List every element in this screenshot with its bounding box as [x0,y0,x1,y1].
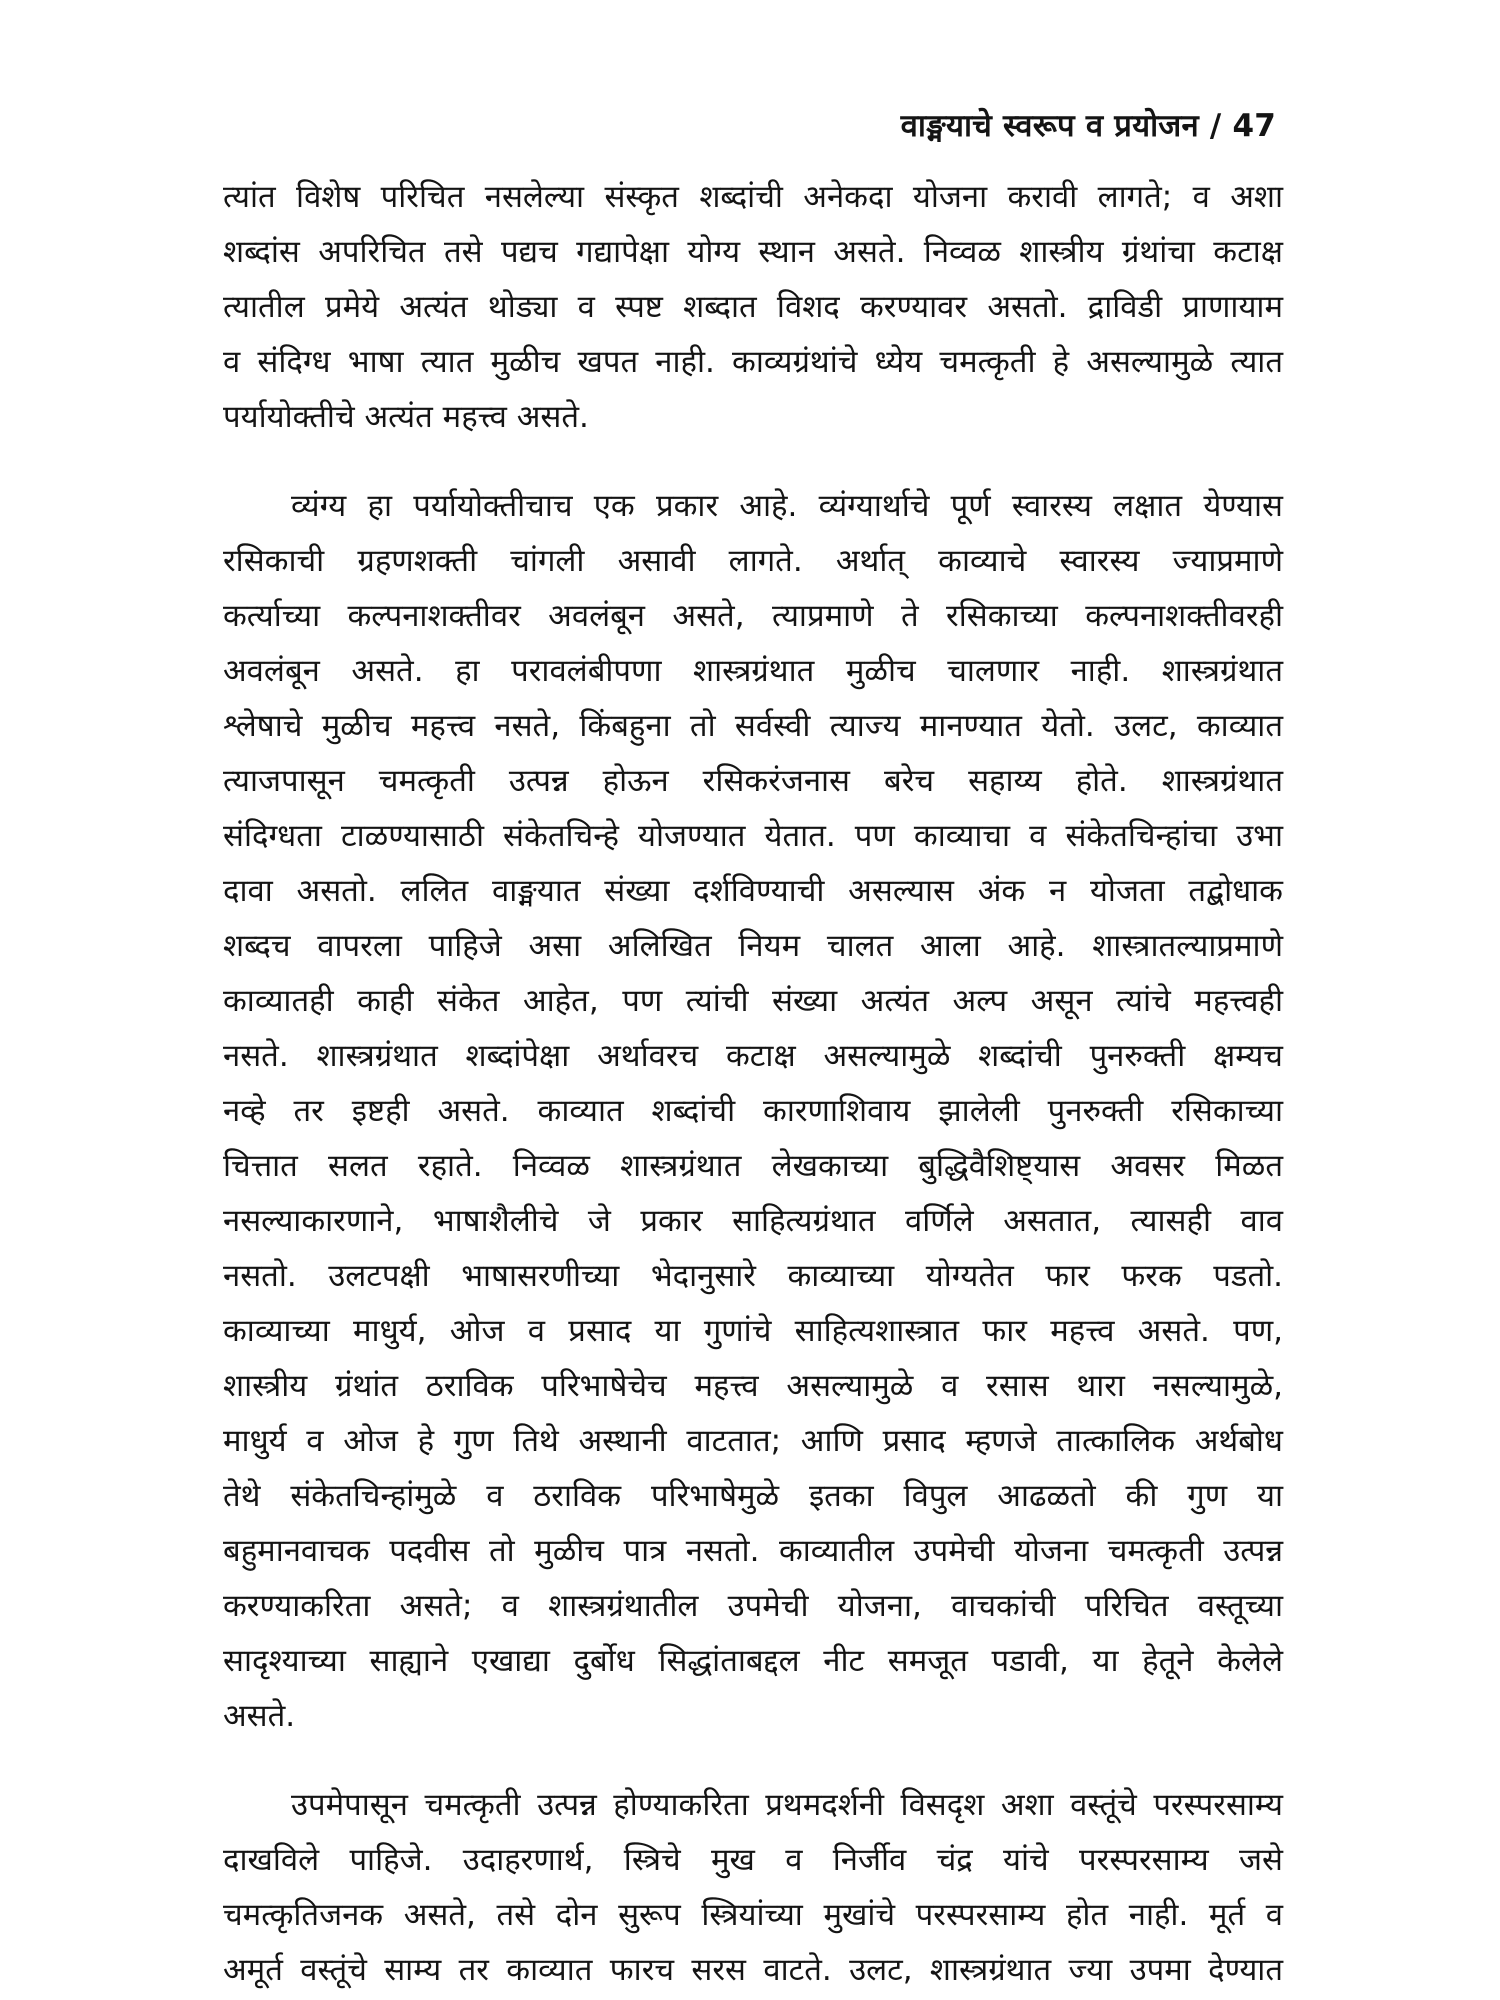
text-line: नसते. शास्त्रग्रंथात शब्दांपेक्षा अर्थावरच कटाक्ष असल्यामुळे शब्दांची पुनरुक्ती क्षम्यच [223,1038,1283,1074]
text-line: त्याजपासून चमत्कृती उत्पन्न होऊन रसिकरंजनास बरेच सहाय्य होते. शास्त्रग्रंथात [223,763,1283,799]
text-line: नसल्याकारणाने, भाषाशैलीचे जे प्रकार साहित्यग्रंथात वर्णिले असतात, त्यासही वाव [223,1203,1283,1239]
paragraph-gap [223,445,1283,479]
page-number: 47 [1232,108,1276,144]
text-line: त्यातील प्रमेये अत्यंत थोड्या व स्पष्ट शब्दात विशद करण्यावर असतो. द्राविडी प्राणायाम [223,289,1283,325]
paragraph-gap [223,1744,1283,1778]
text-line: काव्यातही काही संकेत आहेत, पण त्यांची संख्या अत्यंत अल्प असून त्यांचे महत्त्वही [223,983,1283,1019]
paragraph-3 [223,1778,1283,1998]
text-line: व्यंग्य हा पर्यायोक्तीचाच एक प्रकार आहे. व्यंग्यार्थाचे पूर्ण स्वारस्य लक्षात येण्यास [291,488,1283,524]
text-line: बहुमानवाचक पदवीस तो मुळीच पात्र नसतो. काव्यातील उपमेची योजना चमत्कृती उत्पन्न [223,1533,1283,1569]
text-line: कर्त्याच्या कल्पनाशक्तीवर अवलंबून असते, त्याप्रमाणे ते रसिकाच्या कल्पनाशक्तीवरही [223,598,1283,634]
text-line: शब्दांस अपरिचित तसे पद्यच गद्यापेक्षा योग्य स्थान असते. निव्वळ शास्त्रीय ग्रंथांचा कटाक्ष [223,234,1283,270]
text-line: पर्यायोक्तीचे अत्यंत महत्त्व असते. [223,399,589,435]
text-line: अमूर्त वस्तूंचे साम्य तर काव्यात फारच सरस वाटते. उलट, शास्त्रग्रंथात ज्या उपमा देण्यात [223,1952,1283,1988]
running-title: वाङ्मयाचे स्वरूप व प्रयोजन [900,108,1199,144]
text-line: शब्दच वापरला पाहिजे असा अलिखित नियम चालत आला आहे. शास्त्रातल्याप्रमाणे [223,928,1283,964]
paragraph-1 [223,170,1283,445]
text-line: काव्याच्या माधुर्य, ओज व प्रसाद या गुणांचे साहित्यशास्त्रात फार महत्त्व असते. पण, [223,1313,1283,1349]
text-line: उपमेपासून चमत्कृती उत्पन्न होण्याकरिता प्रथमदर्शनी विसदृश अशा वस्तूंचे परस्परसाम्य [291,1787,1283,1823]
text-line: तेथे संकेतचिन्हांमुळे व ठराविक परिभाषेमुळे इतका विपुल आढळतो की गुण या [223,1478,1283,1514]
text-line: नसतो. उलटपक्षी भाषासरणीच्या भेदानुसारे काव्याच्या योग्यतेत फार फरक पडतो. [223,1258,1283,1294]
text-line: असते. [223,1698,296,1734]
text-line: त्यांत विशेष परिचित नसलेल्या संस्कृत शब्दांची अनेकदा योजना करावी लागते; व अशा [223,179,1283,215]
running-header [901,104,1276,146]
text-line: चमत्कृतिजनक असते, तसे दोन सुरूप स्त्रियांच्या मुखांचे परस्परसाम्य होत नाही. मूर्त व [223,1897,1283,1933]
text-line: शास्त्रीय ग्रंथांत ठराविक परिभाषेचेच महत्त्व असल्यामुळे व रसास थारा नसल्यामुळे, [223,1368,1283,1404]
text-line: अवलंबून असते. हा परावलंबीपणा शास्त्रग्रंथात मुळीच चालणार नाही. शास्त्रग्रंथात [223,653,1283,689]
text-line: संदिग्धता टाळण्यासाठी संकेतचिन्हे योजण्यात येतात. पण काव्याचा व संकेतचिन्हांचा उभा [223,818,1283,854]
text-line: दावा असतो. ललित वाङ्मयात संख्या दर्शविण्याची असल्यास अंक न योजता तद्बोधाक [223,873,1283,909]
header-separator: / [1209,108,1222,144]
text-line: दाखविले पाहिजे. उदाहरणार्थ, स्त्रिचे मुख व निर्जीव चंद्र यांचे परस्परसाम्य जसे [223,1842,1283,1878]
text-line: करण्याकरिता असते; व शास्त्रग्रंथातील उपमेची योजना, वाचकांची परिचित वस्तूच्या [223,1588,1283,1624]
text-line: माधुर्य व ओज हे गुण तिथे अस्थानी वाटतात; आणि प्रसाद म्हणजे तात्कालिक अर्थबोध [223,1423,1283,1459]
text-line: चित्तात सलत रहाते. निव्वळ शास्त्रग्रंथात लेखकाच्या बुद्धिवैशिष्ट्यास अवसर मिळत [223,1148,1283,1184]
text-line: नव्हे तर इष्टही असते. काव्यात शब्दांची कारणाशिवाय झालेली पुनरुक्ती रसिकाच्या [223,1093,1283,1129]
text-line: श्लेषाचे मुळीच महत्त्व नसते, किंबहुना तो सर्वस्वी त्याज्य मानण्यात येतो. उलट, काव्यात [223,708,1283,744]
text-line: व संदिग्ध भाषा त्यात मुळीच खपत नाही. काव्यग्रंथांचे ध्येय चमत्कृती हे असल्यामुळे त्यात [223,344,1283,380]
body-text [223,170,1283,1998]
text-line: सादृश्याच्या साह्याने एखाद्या दुर्बोध सिद्धांताबद्दल नीट समजूत पडावी, या हेतूने केलेले [223,1643,1283,1679]
paragraph-2 [223,479,1283,1744]
text-line: रसिकाची ग्रहणशक्ती चांगली असावी लागते. अर्थात् काव्याचे स्वारस्य ज्याप्रमाणे [223,543,1283,579]
